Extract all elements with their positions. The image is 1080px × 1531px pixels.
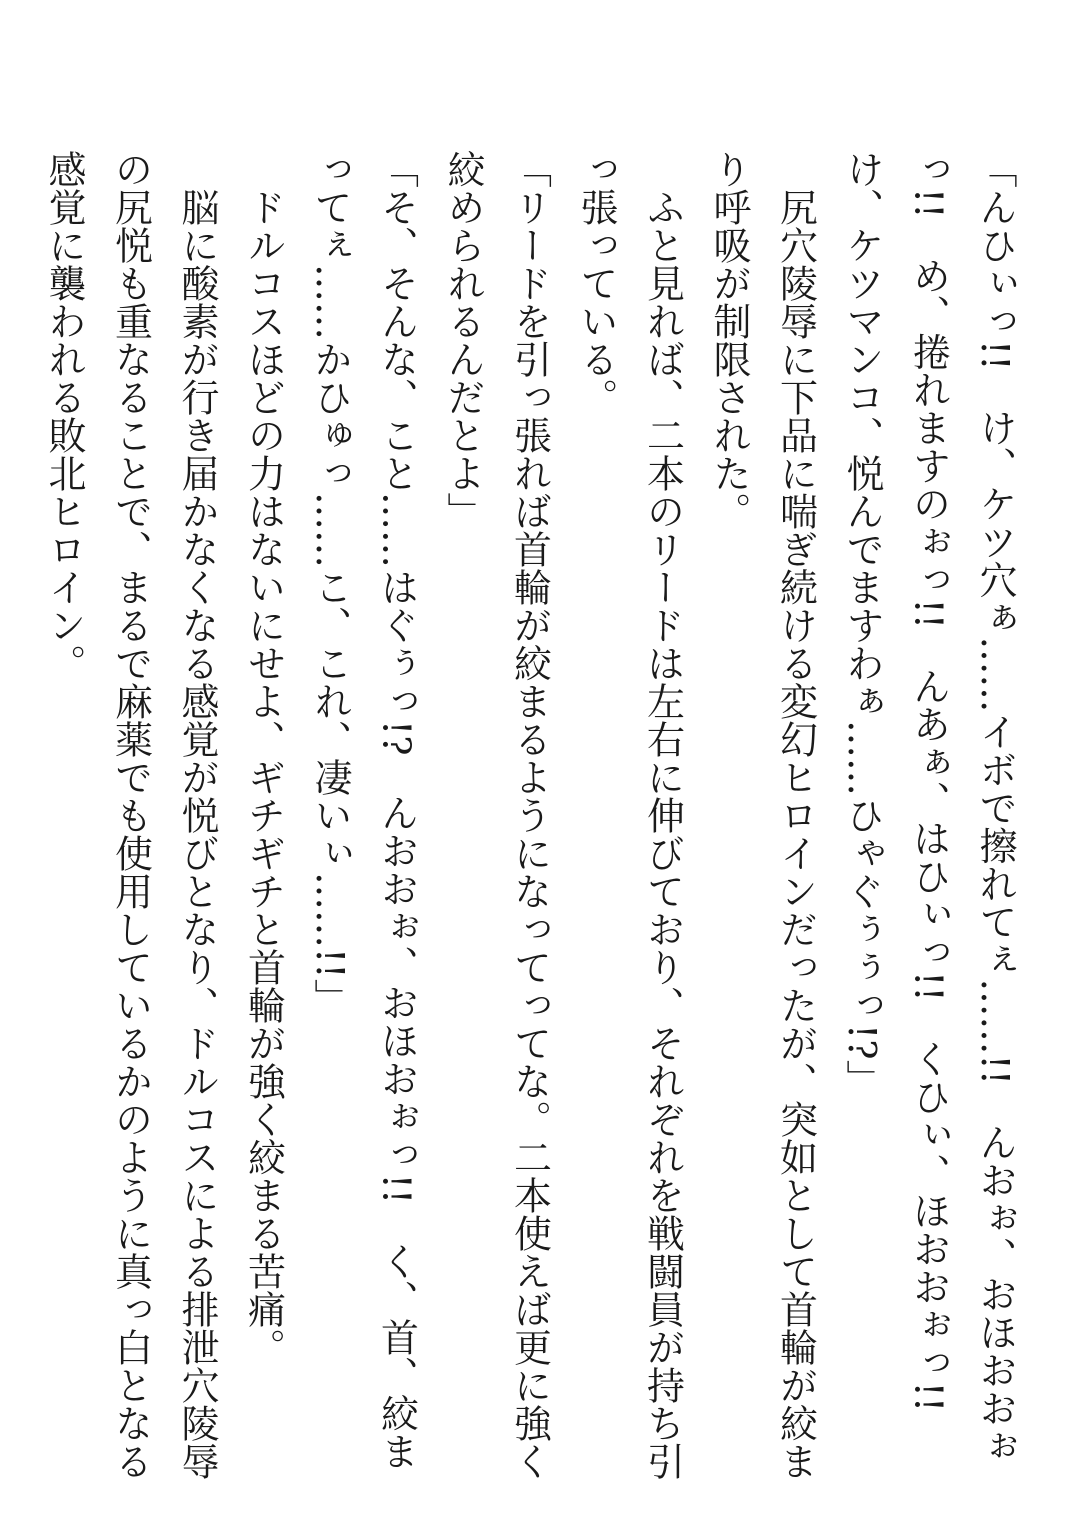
paragraph: 「リードを引っ張れば首輪が絞まるようになってってな。二本使えば更に強く絞められるんだとよ」 — [441, 150, 552, 1480]
paragraph: 脳に酸素が行き届かなくなる感覚が悦びとなり、ドルコスによる排泄穴陵辱の尻悦も重なることで、まるで麻薬でも使用しているかのように真っ白となる感覚に襲われる敗北ヒロイン。 — [42, 150, 219, 1480]
paragraph: ドルコスほどの力はないにせよ、ギチギチと首輪が強く絞まる苦痛。 — [241, 150, 286, 1366]
paragraph: 「そ、そんな、こと……はぐぅっ!? んおおぉ、おほおぉっ!! く、首、絞まってぇ……かひゅっ……こ、これ、凄いぃ……!!」 — [308, 150, 419, 1471]
paragraph: ふと見れば、二本のリードは左右に伸びており、それぞれを戦闘員が持ち引っ張っている。 — [574, 150, 685, 1480]
paragraph: 尻穴陵辱に下品に喘ぎ続ける変幻ヒロインだったが、突如として首輪が絞まり呼吸が制限された。 — [707, 150, 818, 1480]
vertical-text-body — [31, 150, 1029, 1480]
paragraph: 「んひぃっ!! け、ケツ穴ぁ……イボで擦れてぇ……!! んおぉ、おほおおぉっ!! め、捲れますのぉっ!! んあぁ、はひぃっ!! くひぃ、ほおおぉっ!! け、ケツマンコ、悦んでますわぁ……ひゃぐぅぅっ!?」 — [840, 150, 1017, 1466]
